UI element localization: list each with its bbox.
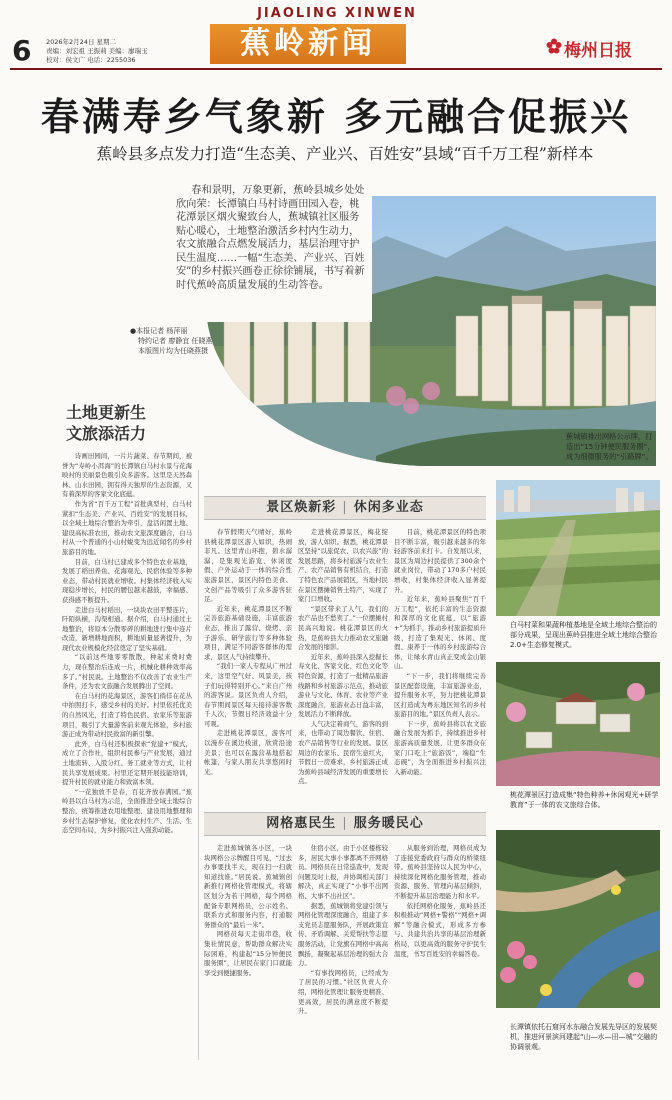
section2-paragraph: “下一步，我们将继续完善景区配套设施，丰富旅游业态，提升服务水平，努力把桃花潭景区打造成为粤东地区知名的乡村旅游目的地。”景区负责人表示。 bbox=[394, 671, 486, 719]
section2-paragraph: 走进桃花潭景区，游客可以漫步在溪边栈道，欣赏沿途美景；也可以在露营基地搭起帐篷，与家人朋友共享悠闲时光。 bbox=[204, 729, 292, 776]
newspaper-brand: 梅州日报 bbox=[564, 41, 632, 61]
edition-date: 2026年2月24日 星期二 bbox=[46, 38, 117, 46]
editor-line: 责编：刘宏祖 王振莉 美编：廖瑞玉 bbox=[46, 47, 148, 55]
byline-reporter: ●本报记者 杨萍丽 bbox=[130, 327, 188, 335]
section1-paragraph: 此外，白马村还积极探索“党建+”模式，成立了合作社，组织村民参与产业发展，通过土地流转、入股分红、务工就业等方式，让村民共享发展成果。村里还定期开展技能培训，提升村民的就业能力和致富本领。 bbox=[62, 739, 192, 787]
section3-banner-left: 网格惠民生 bbox=[266, 816, 337, 831]
section2-paragraph: 近年来，蕉岭县深入挖掘长寿文化、客家文化、红色文化等特色资源，打造了一批精品旅游线路和乡村旅游示范点，推动旅游业与文化、体育、农业等产业深度融合，旅游业态日益丰富，发展活力不断释放。 bbox=[298, 652, 388, 719]
page-number: 6 bbox=[12, 34, 32, 67]
section1-paragraph: 诗画田园间，一片片蔬菜、春节期间，被誉为“寿岭小洱海”的长潭镇白马村水景与花海映衬的美丽景色吸引众多游客。这里是天然森林、山水田园，拥有得天独厚的生态资源，又有着深厚的客家文化底蕴。 bbox=[62, 452, 192, 499]
section2-paragraph: 人气决定着商气，游客的到来，也带动了周边餐饮、住宿、农产品销售等行业的发展。景区周边的农家乐、民宿生意红火，节假日一房难求，乡村旅游正成为蕉岭县域经济发展的重要增长点。 bbox=[298, 719, 388, 786]
section2-col1 bbox=[204, 528, 292, 788]
section1-paragraph: 走进白马村稻田，一块块农田平整连片，阡陌纵横，沟渠相通。据介绍，白马村通过土地整治，将原本分散零碎的耕地进行集中连片改造，新增耕地面积，耕地质量显著提升，为现代农业规模化经营奠定了坚实基础。 bbox=[62, 605, 192, 652]
riverside-photo bbox=[496, 830, 660, 1008]
section2-paragraph: 目前，桃花潭景区的特色项目不断丰富，吸引越来越多的年轻游客前来打卡。自发展以来，景区为周边村民提供了300余个就业岗位，带动了170多户村民增收，村集体经济收入显著提升。 bbox=[394, 528, 486, 594]
section2-paragraph: 近年来，蕉岭县聚焦“百千万工程”，依托丰富的生态资源和深厚的文化底蕴，以“旅游+”为抓手，推动乡村旅游提质升级，打造了集观光、休闲、度假、康养于一体的乡村旅游综合体，让绿水青山真正变成金山银山。 bbox=[394, 595, 486, 671]
section2-banner: 景区焕新彩 | 休闲多业态 bbox=[204, 496, 486, 520]
section3-col3 bbox=[394, 844, 486, 1066]
plum-blossom-icon bbox=[546, 38, 562, 54]
column-divider bbox=[198, 470, 199, 1060]
section-pinyin: JIAOLING XINWEN bbox=[257, 6, 417, 21]
edition-meta bbox=[46, 38, 216, 65]
section1-paragraph: 在白马村的花海景区，游客们徜徉在花丛中拍照打卡，感受乡村的美好。村里依托优美的自然风光，打造了特色民宿、农家乐等旅游项目，吸引了大量游客前来观光体验，乡村旅游正成为带动村民致富的新引擎。 bbox=[62, 691, 192, 739]
section2-paragraph: “景区带来了人气，我们的农产品也不愁卖了。”一位摆摊村民高兴地说。桃花潭景区的火热，是蕉岭县大力推动农文旅融合发展的缩影。 bbox=[298, 604, 388, 652]
section1-title-line2: 文旅添活力 bbox=[65, 424, 146, 443]
riverside-caption: 长潭镇依托石窟河水东融合发展先导区的发展契机，推进河景滨河建起“山—水—田—城”交融的协调景观。 bbox=[510, 1023, 658, 1051]
byline-correspondent: 特约记者 廖静宜 任晓燕 bbox=[138, 337, 213, 345]
scenic-area-photo bbox=[496, 662, 660, 786]
section2-banner-right: 休闲多业态 bbox=[353, 500, 424, 515]
hero-caption: 蕉城镇推出网格公示牌，打造出“15分钟便民服务圈”，成为细微服务的“引路牌”。 bbox=[566, 432, 655, 461]
section3-banner: 网格惠民生 | 服务暖民心 bbox=[204, 812, 486, 836]
section1-paragraph: 作为省“百千万工程”首批典型村，白马村紧扣“生态美、产业兴、百姓安”的发展目标，以全域土地综合整治为牵引，盘活闲置土地、建设高标准农田，推动农文旅深度融合，白马村从一个普通的小山村蜕变为远近闻名的乡村旅游目的地。 bbox=[62, 499, 192, 556]
section1-paragraph: “一花独放不是春，百花齐放春满园。”蕉岭县以白马村为示范，全面推进全域土地综合整治，统筹推进农用地整理、建设用地整理和乡村生态保护修复，优化农村生产、生活、生态空间布局，为乡村振兴注入强劲动能。 bbox=[62, 787, 192, 835]
headline: 春满寿乡气象新 多元融合促振兴 bbox=[40, 94, 632, 139]
section2-paragraph: 下一步，蕉岭县将以农文旅融合发展为抓手，持续推进乡村旅游高质量发展，让更多群众在家门口吃上“旅游饭”，端稳“生态碗”，为全面推进乡村振兴注入新动能。 bbox=[394, 719, 486, 776]
byline bbox=[130, 326, 270, 356]
lead-paragraph bbox=[176, 184, 366, 318]
section2-banner-left: 景区焕新彩 bbox=[266, 500, 337, 515]
section2-paragraph: 春节假期天气晴好，蕉岭县桃花潭景区游人如织，热闹非凡。这里青山环抱，碧水潺潺，是集观光游览、休闲度假、户外运动于一体的综合性旅游景区，景区内特色美食、文创产品等吸引了众多游客驻足。 bbox=[204, 528, 292, 604]
section2-paragraph: 近年来，桃花潭景区不断完善旅游基础设施，丰富旅游业态，推出了露营、烧烤、亲子游乐、研学旅行等多种体验项目，满足不同游客群体的需求，景区人气持续攀升。 bbox=[204, 604, 292, 661]
section3-paragraph: 依托网格化服务，蕉岭县还积极推动“网格+警格”“网格+调解”等融合模式，形成多方参与、共建共治共享的基层治理新格局，以更高效的服务守护民生温度，书写百姓安的幸福答卷。 bbox=[394, 901, 486, 958]
section2-col3 bbox=[394, 528, 486, 788]
section1-paragraph: “以前这些地零零散散，种起来费时费力，现在整治后连成一片，机械化耕种效率高多了。”村民说。土地整治不仅改善了农业生产条件，还为农文旅融合发展腾出了空间。 bbox=[62, 653, 192, 691]
section1-body bbox=[62, 452, 192, 1050]
lead-text: 春和景明，万象更新，蕉岭县城乡处处欣向荣：长潭镇白马村诗画田园入卷，桃花潭景区烟火聚致台人，蕉城镇社区服务贴心暖心，土地整治激活乡村内生动力，农文旅融合点燃发展活力，基层治理守护民生温度……一幅“生态美、产业兴、百姓安”的乡村振兴画卷正徐徐铺展，书写着新时代蕉岭高质量发展的生动答卷。 bbox=[176, 185, 365, 291]
byline-photo-credit: 本版图片均为任晓燕摄 bbox=[138, 347, 208, 355]
subheadline: 蕉岭县多点发力打造“生态美、产业兴、百姓安”县域“百千万工程”新样本 bbox=[96, 145, 594, 163]
masthead: 蕉岭新闻 bbox=[210, 24, 406, 64]
section3-col2 bbox=[298, 844, 388, 1066]
section3-paragraph: 网格员每天走街串巷，收集社情民意，帮助群众解决实际困难，构建起“15分钟便民服务圈”，让居民在家门口就能享受到便捷服务。 bbox=[204, 930, 292, 977]
section3-paragraph: 从服务到治理，网格员成为了连接党委政府与群众的桥梁纽带。蕉岭县坚持以人民为中心，持续深化网格化服务管理，推动资源、服务、管理向基层倾斜，不断提升基层治理能力和水平。 bbox=[394, 844, 486, 900]
section3-paragraph: 住宿小区，由于小区楼栋较多，居民大事小事都离不开网格员。网格员在日常巡查中，发现问题及时上报，并协调相关部门解决，真正实现了“小事不出网格、大事不出社区”。 bbox=[298, 844, 388, 900]
proof-line: 校对：侯文广 电话：2255036 bbox=[46, 56, 136, 64]
section1-title-line1: 土地更新生 bbox=[65, 403, 146, 422]
section3-paragraph: “有事找网格员，已经成为了居民的习惯。”社区负责人介绍，网格化管理让服务更精准、更高效，居民的满意度不断提升。 bbox=[298, 968, 388, 1016]
scenic-area-caption: 桃花潭景区打造成集“特色种养+休闲观光+研学教育”于一体的农文旅综合体。 bbox=[510, 791, 659, 809]
header-rule bbox=[10, 68, 662, 70]
farmland-caption: 白马村菜和果蔬种植基地是全域土地综合整治的部分成果，呈现出蕉岭县推进全域土地综合整治2.0+生态修复模式。 bbox=[510, 621, 657, 649]
section2-col2 bbox=[298, 528, 388, 788]
section1-paragraph: 目前，白马村已建成多个特色农业基地，发展了稻田养鱼、花海观光、民宿体验等多种业态，带动村民就业增收。村集体经济收入实现稳步增长，村民的腰包越来越鼓，幸福感、获得感不断提升。 bbox=[62, 557, 192, 604]
section2-paragraph: 走进桃花潭景区，梅花绽放，游人如织。据悉，桃花潭景区坚持“以旅促农、以农兴旅”的发展思路，将乡村旅游与农业生产、农产品销售有机结合，打造了特色农产品展销区，当地村民在景区摆摊销售土特产，实现了家门口增收。 bbox=[298, 528, 388, 604]
section2-paragraph: “我们一家人专程从广州过来，这里空气好、风景美，孩子们玩得特别开心。”来自广州的游客说。景区负责人介绍，春节期间景区每天接待游客数千人次，节假日经济效益十分可观。 bbox=[204, 662, 292, 728]
farmland-photo bbox=[496, 480, 660, 616]
section3-banner-right: 服务暖民心 bbox=[353, 816, 424, 831]
section3-paragraph: 据悉，蕉城镇将党建引领与网格化管理深度融合，组建了多支党员志愿服务队，开展政策宣传、矛盾调解、关爱帮扶等志愿服务活动，让党旗在网格中高高飘扬，凝聚起基层治理的强大合力。 bbox=[298, 901, 388, 968]
section3-col1 bbox=[204, 844, 292, 1066]
section3-paragraph: 走进蕉城镇各小区，一块块网格公示牌醒目可见，“过去办事要找半天，现在扫一扫就知道找谁。”居民说。蕉城镇创新推行网格化管理模式，将辖区划分为若干网格，每个网格配备专职网格员，公示姓名、联系方式和服务内容，打通服务群众的“最后一米”。 bbox=[204, 844, 292, 929]
section1-title bbox=[46, 402, 166, 444]
